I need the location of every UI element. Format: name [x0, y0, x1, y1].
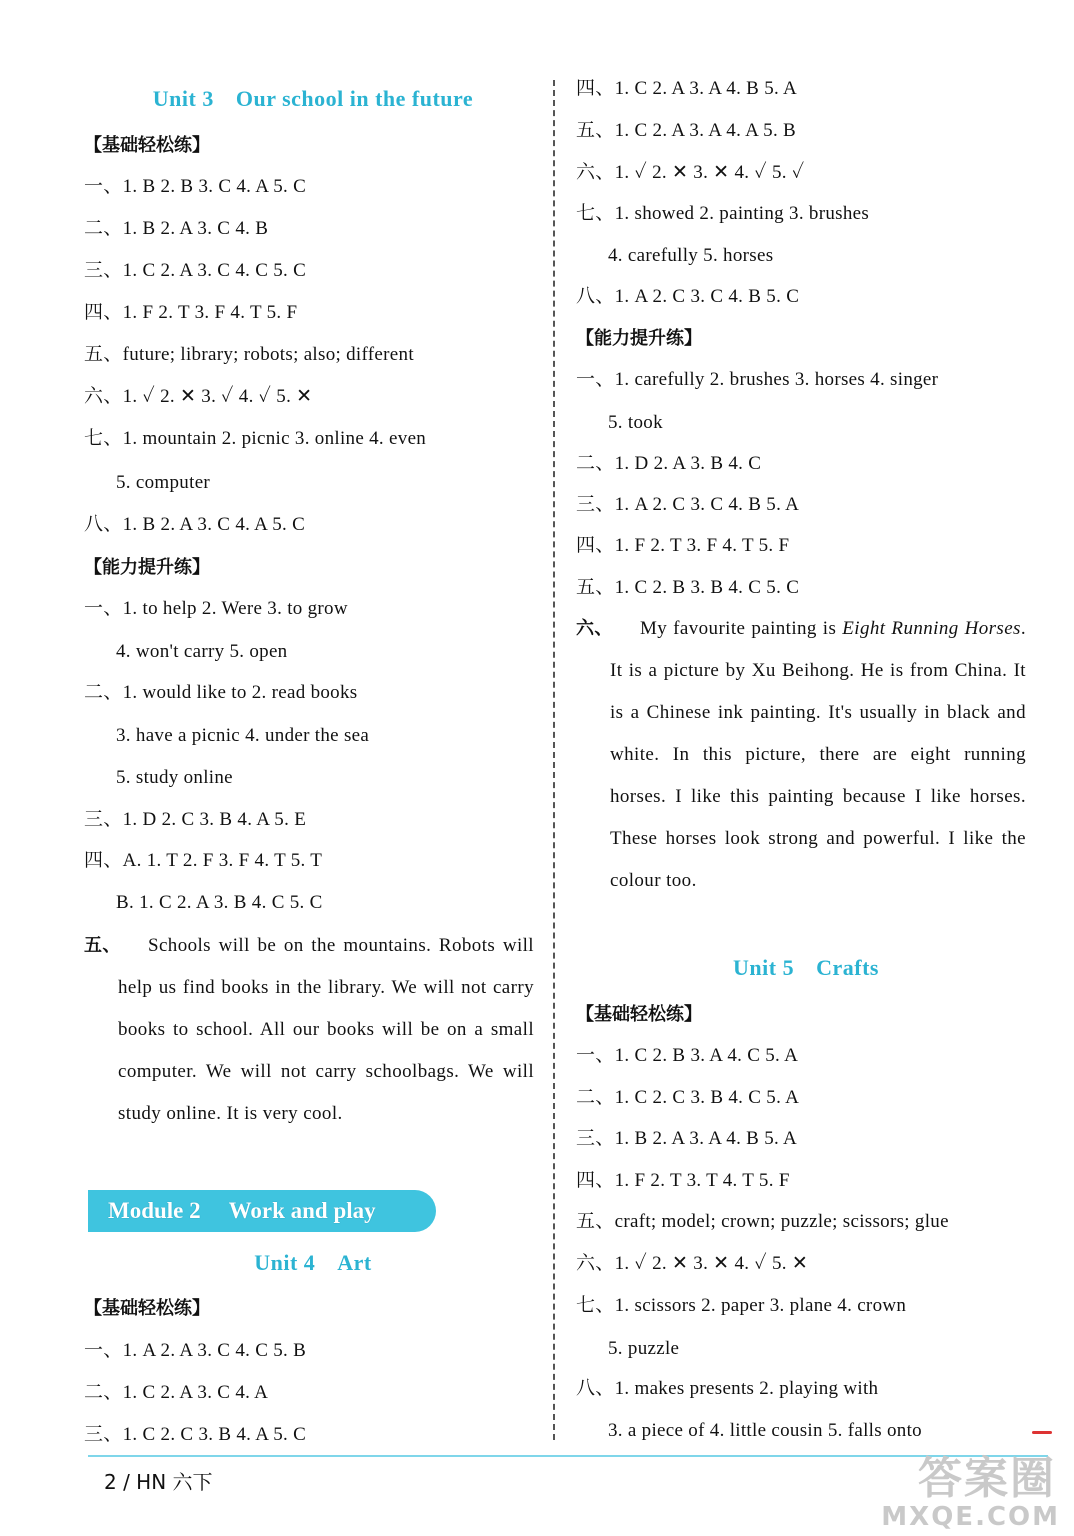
section-ability-practice: 【能力提升练】 [84, 557, 210, 578]
answer-line: B. 1. C 2. A 3. B 4. C 5. C [116, 892, 323, 913]
column-divider [553, 80, 555, 1440]
answer-line: 四、1. C 2. A 3. A 4. B 5. A [576, 78, 798, 99]
module-name: Work and play [228, 1198, 376, 1223]
answer-line: 三、1. A 2. C 3. C 4. B 5. A [576, 494, 800, 515]
section-basic-practice: 【基础轻松练】 [84, 135, 210, 156]
answer-line: 5. puzzle [608, 1338, 680, 1359]
answer-line: 三、1. B 2. A 3. A 4. B 5. A [576, 1128, 798, 1149]
section-basic-practice: 【基础轻松练】 [84, 1298, 210, 1319]
unit5-name: Crafts [816, 955, 879, 980]
answer-line: 六、1. ✓ 2. ✕ 3. ✕ 4. ✓ 5. ✓ [576, 162, 805, 183]
unit3-essay [84, 925, 534, 1135]
answer-line: 五、1. C 2. B 3. B 4. C 5. C [576, 577, 800, 598]
answer-line: 三、1. C 2. C 3. B 4. A 5. C [84, 1424, 307, 1445]
answer-line: 二、1. D 2. A 3. B 4. C [576, 453, 762, 474]
essay-text: . It is a picture by Xu Beihong. He is from China. It is a Chinese ink painting. It's usually in black and white. In this picture, there are eight running horses. I like this painting because I like horses. These horses look strong and powerful. I like the colour too. [610, 618, 1026, 891]
essay-text: My favourite painting is [640, 618, 843, 639]
answer-line: 一、1. carefully 2. brushes 3. horses 4. singer [576, 369, 939, 390]
answer-line: 4. won't carry 5. open [116, 641, 288, 662]
answer-line: 四、A. 1. T 2. F 3. F 4. T 5. T [84, 850, 323, 871]
answer-line: 二、1. would like to 2. read books [84, 682, 358, 703]
module-number: Module 2 [108, 1198, 201, 1223]
answer-line: 四、1. F 2. T 3. F 4. T 5. F [576, 535, 790, 556]
answer-line: 六、1. ✓ 2. ✕ 3. ✕ 4. ✓ 5. ✕ [576, 1253, 809, 1274]
answer-line: 五、future; library; robots; also; different [84, 344, 414, 365]
answer-line: 五、craft; model; crown; puzzle; scissors; glue [576, 1211, 949, 1232]
unit4-name: Art [337, 1250, 372, 1275]
unit4-number: Unit 4 [254, 1250, 316, 1275]
answer-line: 八、1. B 2. A 3. C 4. A 5. C [84, 514, 306, 535]
unit4-essay [576, 608, 1026, 902]
unit3-title [84, 84, 542, 114]
answer-line: 七、1. mountain 2. picnic 3. online 4. even [84, 428, 427, 449]
answer-line: 一、1. A 2. A 3. C 4. C 5. B [84, 1340, 307, 1361]
essay-text: Schools will be on the mountains. Robots will help us find books in the library. We will not carry books to school. All our books will be on a small computer. We will not carry schoolbags. We will study online. It is very cool. [118, 935, 534, 1124]
answer-line: 三、1. C 2. A 3. C 4. C 5. C [84, 260, 307, 281]
unit5-title [576, 953, 1036, 983]
module-2-banner [88, 1190, 436, 1232]
answer-line: 三、1. D 2. C 3. B 4. A 5. E [84, 809, 307, 830]
answer-line: 5. took [608, 412, 663, 433]
answer-line: 3. have a picnic 4. under the sea [116, 725, 370, 746]
answer-line: 五、1. C 2. A 3. A 4. A 5. B [576, 120, 797, 141]
red-dash-mark [1032, 1431, 1052, 1434]
answer-line: 八、1. A 2. C 3. C 4. B 5. C [576, 286, 800, 307]
answer-line: 一、1. C 2. B 3. A 4. C 5. A [576, 1045, 799, 1066]
page-footer: 2 / HN 六下 [104, 1470, 213, 1494]
section-ability-practice: 【能力提升练】 [576, 328, 702, 349]
answer-line: 八、1. makes presents 2. playing with [576, 1378, 879, 1399]
answer-line: 四、1. F 2. T 3. T 4. T 5. F [576, 1170, 790, 1191]
unit3-name: Our school in the future [235, 86, 474, 111]
answer-line: 5. study online [116, 767, 233, 788]
unit3-number: Unit 3 [152, 86, 214, 111]
watermark-logo [881, 1442, 1066, 1532]
unit4-title [84, 1248, 542, 1278]
essay-label: 六、 [576, 618, 613, 639]
answer-line: 六、1. ✓ 2. ✕ 3. ✓ 4. ✓ 5. ✕ [84, 386, 313, 407]
answer-line: 5. computer [116, 472, 211, 493]
answer-line: 七、1. showed 2. painting 3. brushes [576, 203, 870, 224]
answer-line: 3. a piece of 4. little cousin 5. falls onto [608, 1420, 922, 1441]
watermark-text: 答案圈 [918, 1453, 1056, 1504]
section-basic-practice: 【基础轻松练】 [576, 1004, 702, 1025]
answer-line: 二、1. C 2. A 3. C 4. A [84, 1382, 269, 1403]
answer-line: 四、1. F 2. T 3. F 4. T 5. F [84, 302, 298, 323]
answer-line: 二、1. C 2. C 3. B 4. C 5. A [576, 1087, 800, 1108]
answer-line: 七、1. scissors 2. paper 3. plane 4. crown [576, 1295, 907, 1316]
answer-line: 一、1. B 2. B 3. C 4. A 5. C [84, 176, 307, 197]
unit5-number: Unit 5 [733, 955, 795, 980]
answer-line: 一、1. to help 2. Were 3. to grow [84, 598, 348, 619]
answer-line: 二、1. B 2. A 3. C 4. B [84, 218, 269, 239]
watermark-url: MXQE.COM [881, 1502, 1060, 1532]
answer-line: 4. carefully 5. horses [608, 245, 774, 266]
essay-label: 五、 [84, 935, 121, 956]
painting-title: Eight Running Horses [842, 618, 1021, 639]
